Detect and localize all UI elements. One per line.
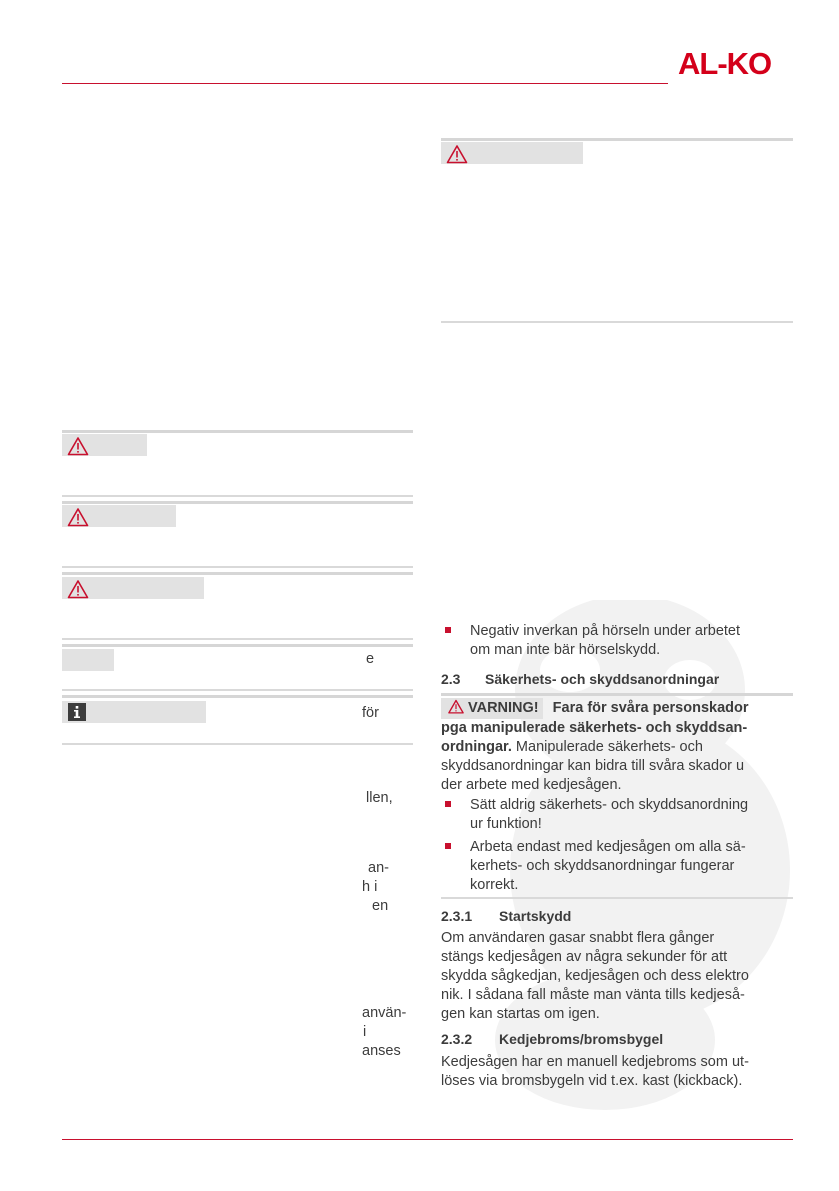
alko-logo: AL-KO	[678, 46, 772, 81]
bullet-line: Arbeta endast med kedjesågen om alla sä-	[470, 839, 746, 855]
bullet-line: korrekt.	[470, 877, 519, 893]
section-heading-2-3-1	[441, 908, 571, 924]
warning-line: der arbete med kedjesågen.	[441, 777, 622, 793]
paragraph-line: löses via bromsbygeln vid t.ex. kast (kickback).	[441, 1073, 743, 1089]
paragraph-line: gen kan startas om igen.	[441, 1006, 600, 1022]
left-rule-6	[62, 638, 413, 640]
left-rule-1	[62, 430, 413, 433]
left-fragment: i	[363, 1024, 367, 1040]
section-title: Kedjebroms/bromsbygel	[499, 1031, 664, 1047]
left-rule-8	[62, 689, 413, 691]
right-rule-1	[441, 138, 793, 141]
paragraph-line: nik. I sådana fall måste man vänta tills kedjeså-	[441, 987, 745, 1003]
warning-triangle-icon	[446, 144, 468, 164]
paragraph-line: Om användaren gasar snabbt flera gånger	[441, 930, 715, 946]
section-number: 2.3	[441, 671, 461, 687]
section-title: Startskydd	[499, 908, 572, 924]
paragraph-line: stängs kedjesågen av några sekunder för att	[441, 949, 728, 965]
bullet-line: kerhets- och skyddsanordningar fungerar	[470, 858, 735, 874]
left-rule-2	[62, 495, 413, 497]
info-icon	[68, 703, 86, 721]
bullet-line: ur funktion!	[470, 816, 542, 832]
warning-body: Manipulerade säkerhets- och	[511, 739, 703, 755]
bullet-line: om man inte bär hörselskydd.	[470, 642, 661, 658]
bullet-line: Negativ inverkan på hörseln under arbetet	[470, 623, 741, 639]
warning-line: pga manipulerade säkerhets- och skyddsan-	[441, 720, 748, 736]
warning-triangle-icon	[67, 436, 89, 456]
section-title: Säkerhets- och skyddsanordningar	[485, 671, 720, 687]
warning-line	[441, 738, 703, 757]
warning-triangle-icon	[447, 699, 465, 714]
section-number: 2.3.2	[441, 1031, 473, 1047]
section-number: 2.3.1	[441, 908, 473, 924]
warning-first-line	[441, 698, 749, 719]
notice-label-box	[62, 649, 114, 671]
paragraph-line: Kedjesågen har en manuell kedjebroms som ut-	[441, 1054, 749, 1070]
warning-triangle-icon	[67, 579, 89, 599]
left-rule-5	[62, 572, 413, 575]
left-rule-9	[62, 695, 413, 698]
warning-headline-end: ordningar.	[441, 739, 512, 755]
left-rule-3	[62, 501, 413, 504]
warning-label: VARNING!	[468, 700, 539, 716]
right-rule-3	[441, 693, 793, 696]
left-fragment: anses	[362, 1043, 401, 1059]
left-fragment: e	[366, 651, 375, 667]
bullet-line: Sätt aldrig säkerhets- och skyddsanordning	[470, 797, 749, 813]
warning-tag	[441, 698, 543, 719]
header-rule	[62, 83, 668, 84]
left-fragment: h i	[362, 879, 378, 895]
warning-headline: Fara för svåra personskador	[552, 700, 749, 716]
left-rule-7	[62, 644, 413, 647]
left-rule-10	[62, 743, 413, 745]
section-heading-2-3-2	[441, 1031, 663, 1047]
left-fragment: an-	[368, 860, 389, 876]
bullet-marker	[445, 627, 451, 633]
right-rule-4	[441, 897, 793, 899]
left-fragment: för	[362, 705, 379, 721]
paragraph-line: skydda sågkedjan, kedjesågen och dess elektro	[441, 968, 749, 984]
left-rule-4	[62, 566, 413, 568]
bullet-marker	[445, 843, 451, 849]
right-rule-2	[441, 321, 793, 323]
left-fragment: llen,	[366, 790, 393, 806]
warning-triangle-icon	[67, 507, 89, 527]
footer-rule	[62, 1139, 793, 1140]
bullet-marker	[445, 801, 451, 807]
left-fragment: en	[372, 898, 389, 914]
warning-line: skyddsanordningar kan bidra till svåra skador u	[441, 758, 745, 774]
section-heading-2-3	[441, 671, 719, 687]
left-fragment: använ-	[362, 1005, 407, 1021]
